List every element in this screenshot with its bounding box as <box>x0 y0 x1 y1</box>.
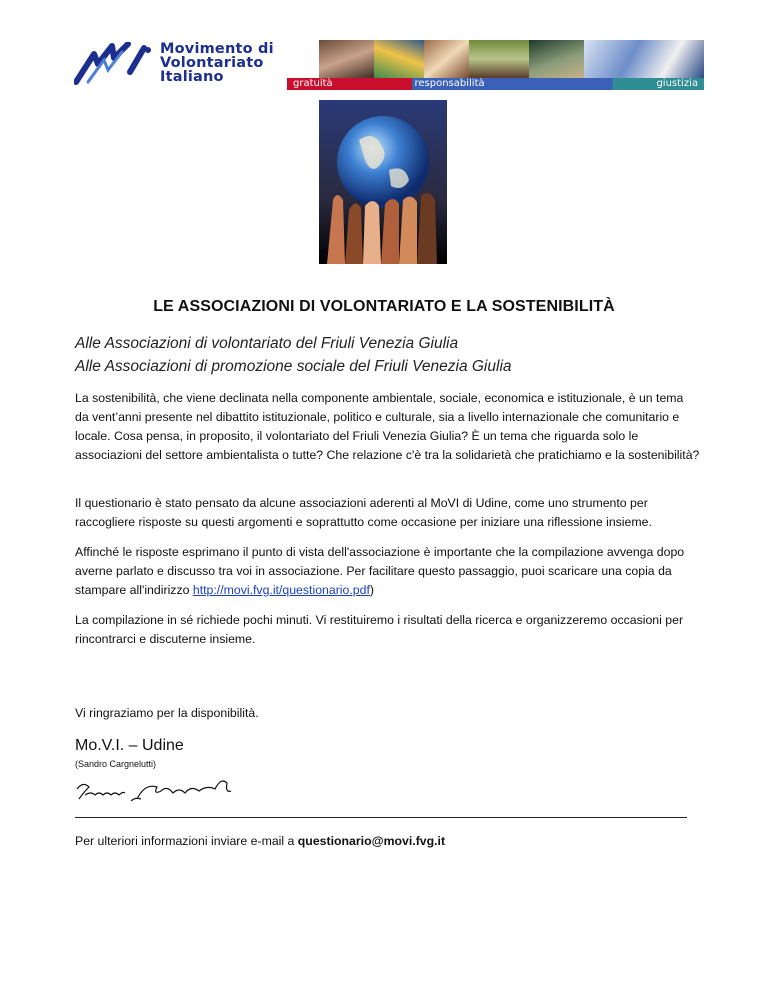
handwritten-signature <box>75 773 245 807</box>
banner-word-2: responsabilità <box>414 78 485 89</box>
banner-photos <box>319 40 704 78</box>
banner-word-1: gratuità <box>293 78 333 89</box>
logo-line-2: Volontariato <box>160 55 264 71</box>
paragraph-questionnaire: Il questionario è stato pensato da alcune associazioni aderenti al MoVI di Udine, come uno strumento per raccogliere risposte su questi argomenti e soprattutto come occasione per iniziare una riflessione insieme. <box>75 496 652 529</box>
banner-photo-2 <box>374 40 424 78</box>
signatory-name: (Sandro Cargnelutti) <box>75 759 157 769</box>
banner-photo-6 <box>584 40 704 78</box>
paragraph-instructions <box>75 543 700 600</box>
banner-photo-1 <box>319 40 374 78</box>
divider <box>75 817 687 818</box>
paragraph-instructions-end: ) <box>369 583 375 597</box>
recipient-line-2: Alle Associazioni di promozione sociale del Friuli Venezia Giulia <box>75 358 512 375</box>
banner-strip <box>287 78 704 90</box>
globe-hands-image <box>319 100 447 264</box>
contact-email: questionario@movi.fvg.it <box>297 834 446 848</box>
logo-line-1: Movimento di <box>160 41 274 57</box>
movi-logo-icon <box>74 42 158 86</box>
recipient-line-1: Alle Associazioni di volontariato del Friuli Venezia Giulia <box>75 335 459 352</box>
paragraph-intro: La sostenibilità, che viene declinata nella componente ambientale, sociale, economica e istituzionale, è un tema da vent’anni presente nel dibattito istituzionale, politico e culturale, sia a livello internazionale che comunitario e locale. Cosa pensa, in proposito, il volontariato del Friuli Venezia Giulia? È un tema che riguarda solo le associazioni del settore ambientalista o tutte? Che relazione c'è tra la solidarietà che pratichiamo e la sostenibilità? <box>75 391 700 462</box>
banner-photo-3 <box>424 40 469 78</box>
logo-line-3: Italiano <box>160 69 224 85</box>
header-banner <box>287 40 704 93</box>
organization-name: Mo.V.I. – Udine <box>75 737 184 754</box>
questionnaire-pdf-link[interactable]: http://movi.fvg.it/questionario.pdf <box>192 583 370 597</box>
footer-info-text: Per ulteriori informazioni inviare e-mail a <box>75 834 298 848</box>
movi-logo <box>74 40 284 88</box>
paragraph-results: La compilazione in sé richiede pochi minuti. Vi restituiremo i risultati della ricerca e organizzeremo occasioni per rincontrarci e discuterne insieme. <box>75 613 684 646</box>
paragraph-instructions-text: Affinché le risposte esprimano il punto di vista dell'associazione è importante che la compilazione avvenga dopo averne parlato e discusso tra voi in associazione. Per facilitare questo passaggio, puoi scaricare una copia da stampare all'indirizzo <box>75 545 685 597</box>
banner-photo-5 <box>529 40 584 78</box>
banner-word-3: giustizia <box>656 78 698 89</box>
banner-photo-4 <box>469 40 529 78</box>
thanks-text: Vi ringraziamo per la disponibilità. <box>75 706 259 720</box>
header <box>74 40 704 96</box>
page-title: LE ASSOCIAZIONI DI VOLONTARIATO E LA SOSTENIBILITÀ <box>153 298 615 315</box>
logo-text <box>160 42 274 84</box>
footer-info <box>75 834 445 848</box>
